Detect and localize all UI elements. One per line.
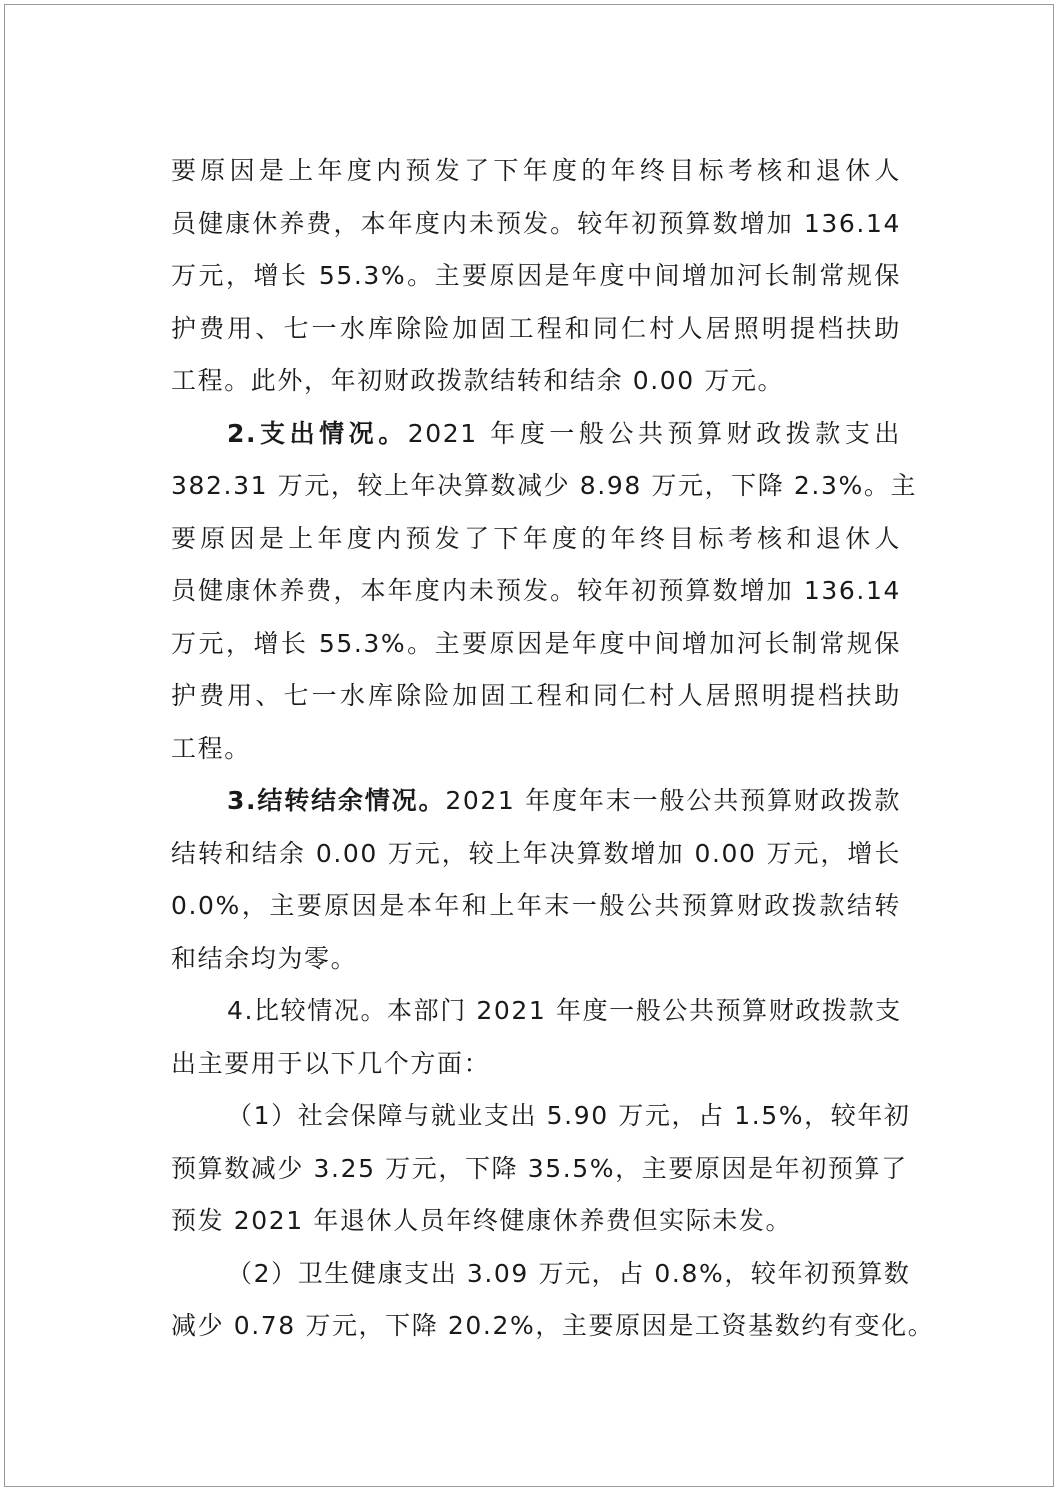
text-line: （2）卫生健康支出 3.09 万元，占 0.8%，较年初预算数	[227, 1258, 911, 1288]
paragraph-item-2	[171, 1248, 935, 1353]
text-line: 4.比较情况。本部门 2021 年度一般公共预算财政拨款支	[227, 996, 902, 1025]
section-heading: 2.支出情况。	[227, 418, 408, 448]
paragraph-expenditure	[171, 408, 918, 776]
text-line: 382.31 万元，较上年决算数减少 8.98 万元，下降 2.3%。主	[171, 471, 918, 500]
text-line: 减少 0.78 万元，下降 20.2%，主要原因是工资基数约有变化。	[171, 1311, 935, 1340]
section-heading: 3.结转结余情况。	[227, 786, 446, 815]
paragraph-income-continuation	[171, 145, 901, 408]
text-line: 工程。	[171, 733, 251, 763]
text-line: 3.结转结余情况。2021 年度年末一般公共预算财政拨款	[227, 786, 901, 815]
paragraph-item-1	[171, 1090, 911, 1248]
text-line: 和结余均为零。	[171, 943, 358, 973]
text-line: 员健康休养费，本年度内未预发。较年初预算数增加 136.14	[171, 576, 901, 605]
page	[4, 4, 1054, 1487]
text-line: 2.支出情况。2021 年度一般公共预算财政拨款支出	[227, 418, 901, 448]
text-line: 0.0%，主要原因是本年和上年末一般公共预算财政拨款结转	[171, 891, 901, 920]
text-line: 预算数减少 3.25 万元，下降 35.5%，主要原因是年初预算了	[171, 1153, 908, 1183]
text-line: （1）社会保障与就业支出 5.90 万元，占 1.5%，较年初	[227, 1101, 911, 1130]
text-line: 预发 2021 年退休人员年终健康休养费但实际未发。	[171, 1206, 793, 1235]
text-line: 护费用、七一水库除险加固工程和同仁村人居照明提档扶助	[171, 681, 901, 710]
paragraph-comparison	[171, 985, 901, 1090]
text-line: 万元，增长 55.3%。主要原因是年度中间增加河长制常规保	[171, 261, 901, 290]
text-line: 工程。此外，年初财政拨款结转和结余 0.00 万元。	[171, 366, 785, 395]
text-line: 要原因是上年度内预发了下年度的年终目标考核和退休人	[171, 156, 901, 185]
document-body	[171, 145, 935, 1353]
text-line: 出主要用于以下几个方面：	[171, 1048, 491, 1078]
paragraph-carryover	[171, 775, 901, 985]
text-line: 要原因是上年度内预发了下年度的年终目标考核和退休人	[171, 523, 901, 553]
text-line: 员健康休养费，本年度内未预发。较年初预算数增加 136.14	[171, 208, 901, 238]
text-line: 护费用、七一水库除险加固工程和同仁村人居照明提档扶助	[171, 313, 901, 343]
text-line: 万元，增长 55.3%。主要原因是年度中间增加河长制常规保	[171, 628, 901, 658]
text-line: 结转和结余 0.00 万元，较上年决算数增加 0.00 万元，增长	[171, 838, 901, 868]
